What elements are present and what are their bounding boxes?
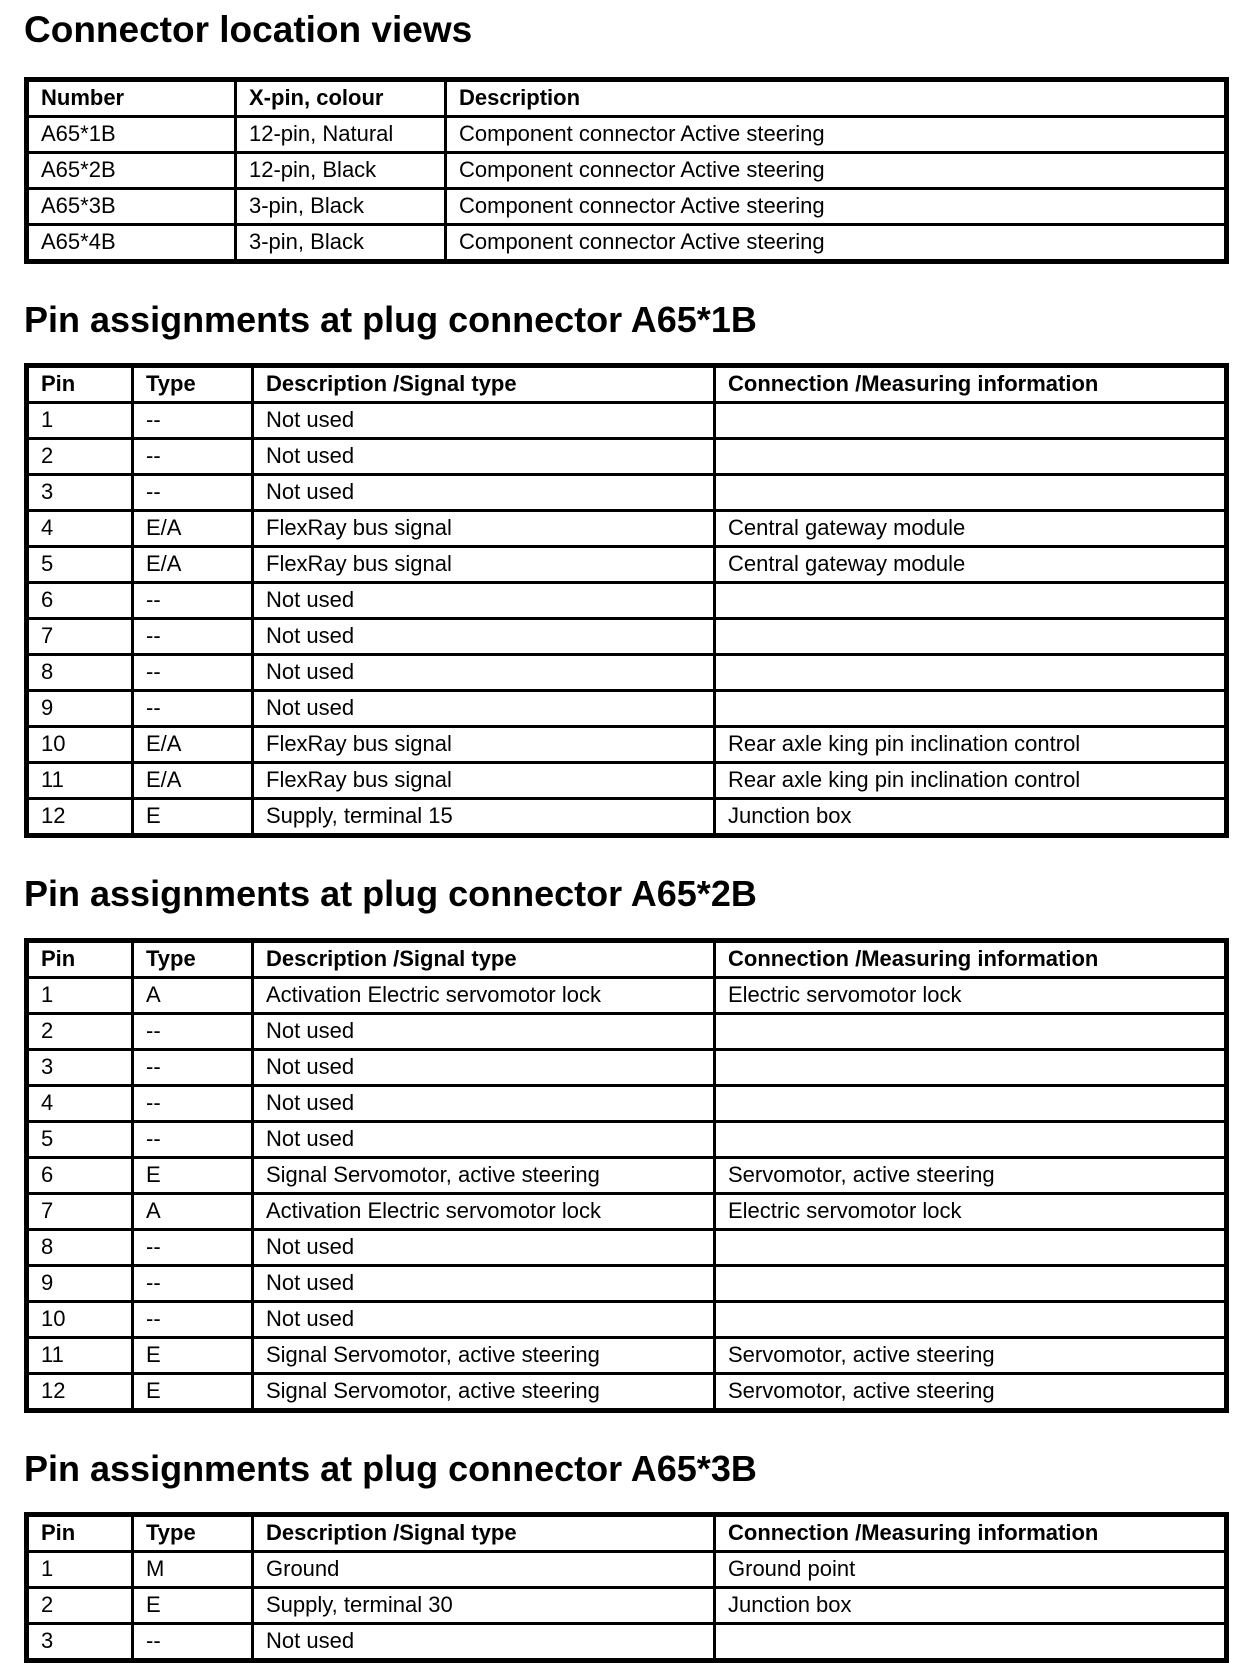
table-cell: E <box>133 1373 253 1410</box>
table-cell: Not used <box>253 583 715 619</box>
table-cell: -- <box>133 1013 253 1049</box>
table-cell: 3 <box>27 1624 133 1661</box>
table-cell: 1 <box>27 1552 133 1588</box>
table-cell: 12 <box>27 799 133 836</box>
table-row <box>27 1337 1227 1373</box>
table-cell: FlexRay bus signal <box>253 547 715 583</box>
table-cell <box>715 1049 1227 1085</box>
table-row <box>27 1193 1227 1229</box>
column-header: Pin <box>27 1515 133 1552</box>
table-row <box>27 1624 1227 1661</box>
table-cell: 11 <box>27 763 133 799</box>
table-row <box>27 188 1227 224</box>
table-cell <box>715 1265 1227 1301</box>
table-cell: -- <box>133 439 253 475</box>
table-cell: E/A <box>133 547 253 583</box>
table-cell: 6 <box>27 583 133 619</box>
table-cell: 4 <box>27 511 133 547</box>
table-cell: Not used <box>253 1624 715 1661</box>
table-cell: -- <box>133 1265 253 1301</box>
table-header-row <box>27 366 1227 403</box>
table-cell: E <box>133 1588 253 1624</box>
table-row <box>27 619 1227 655</box>
table-cell: Not used <box>253 619 715 655</box>
table-cell: 3 <box>27 475 133 511</box>
table-row <box>27 1049 1227 1085</box>
table-cell: 1 <box>27 977 133 1013</box>
section-heading-a65-2b: Pin assignments at plug connector A65*2B <box>24 873 757 915</box>
column-header: Pin <box>27 366 133 403</box>
table-cell <box>715 1624 1227 1661</box>
table-cell: 1 <box>27 403 133 439</box>
table-cell: 10 <box>27 1301 133 1337</box>
table-cell: 2 <box>27 1013 133 1049</box>
table-cell <box>715 475 1227 511</box>
table-cell: Central gateway module <box>715 511 1227 547</box>
table-cell: 8 <box>27 655 133 691</box>
table-cell <box>715 403 1227 439</box>
table-cell: Component connector Active steering <box>446 116 1227 152</box>
table-cell: A <box>133 977 253 1013</box>
table-cell: 9 <box>27 1265 133 1301</box>
table-cell: 3 <box>27 1049 133 1085</box>
table-row <box>27 116 1227 152</box>
table-cell: Not used <box>253 1013 715 1049</box>
table-row <box>27 511 1227 547</box>
table-cell: A65*3B <box>27 188 236 224</box>
table-row <box>27 691 1227 727</box>
table-cell: 5 <box>27 547 133 583</box>
table-cell: E <box>133 1337 253 1373</box>
table-cell: -- <box>133 1085 253 1121</box>
table-cell: Electric servomotor lock <box>715 977 1227 1013</box>
table-cell: E/A <box>133 763 253 799</box>
table-cell: -- <box>133 1301 253 1337</box>
table-cell: Not used <box>253 1121 715 1157</box>
table-cell: 12-pin, Natural <box>236 116 446 152</box>
table-cell: 2 <box>27 439 133 475</box>
table-row <box>27 1373 1227 1410</box>
table-cell: 12 <box>27 1373 133 1410</box>
column-header: X-pin, colour <box>236 79 446 116</box>
table-cell: Supply, terminal 15 <box>253 799 715 836</box>
table-cell: Not used <box>253 439 715 475</box>
table-cell: Component connector Active steering <box>446 224 1227 261</box>
table-cell: Not used <box>253 1085 715 1121</box>
table-cell: Signal Servomotor, active steering <box>253 1337 715 1373</box>
pin-assignment-table-a65-1b <box>24 363 1229 838</box>
table-cell <box>715 1229 1227 1265</box>
table-cell: Not used <box>253 403 715 439</box>
table-cell: A65*1B <box>27 116 236 152</box>
table-header-row <box>27 1515 1227 1552</box>
table-cell: Electric servomotor lock <box>715 1193 1227 1229</box>
table-header-row <box>27 79 1227 116</box>
table-cell: Activation Electric servomotor lock <box>253 1193 715 1229</box>
table-cell: 11 <box>27 1337 133 1373</box>
table-cell: Activation Electric servomotor lock <box>253 977 715 1013</box>
table-cell: Component connector Active steering <box>446 152 1227 188</box>
column-header: Connection /Measuring information <box>715 1515 1227 1552</box>
column-header: Number <box>27 79 236 116</box>
column-header: Type <box>133 366 253 403</box>
table-cell: 12-pin, Black <box>236 152 446 188</box>
table-cell: Component connector Active steering <box>446 188 1227 224</box>
table-row <box>27 152 1227 188</box>
table-row <box>27 1121 1227 1157</box>
column-header: Description /Signal type <box>253 940 715 977</box>
table-cell: -- <box>133 475 253 511</box>
table-row <box>27 977 1227 1013</box>
table-cell: Not used <box>253 1229 715 1265</box>
pin-assignment-table-a65-2b <box>24 938 1229 1413</box>
table-cell: -- <box>133 403 253 439</box>
table-cell: FlexRay bus signal <box>253 763 715 799</box>
table-cell: E/A <box>133 727 253 763</box>
table-row <box>27 655 1227 691</box>
table-row <box>27 475 1227 511</box>
table-cell: 9 <box>27 691 133 727</box>
table-cell: Servomotor, active steering <box>715 1157 1227 1193</box>
table-cell: Not used <box>253 1265 715 1301</box>
table-row <box>27 727 1227 763</box>
table-cell: Signal Servomotor, active steering <box>253 1157 715 1193</box>
table-cell: Junction box <box>715 799 1227 836</box>
table-row <box>27 1229 1227 1265</box>
table-cell: Not used <box>253 475 715 511</box>
column-header: Description /Signal type <box>253 366 715 403</box>
table-cell: 8 <box>27 1229 133 1265</box>
table-row <box>27 763 1227 799</box>
column-header: Description /Signal type <box>253 1515 715 1552</box>
table-row <box>27 799 1227 836</box>
table-row <box>27 224 1227 261</box>
table-row <box>27 547 1227 583</box>
table-cell: -- <box>133 1121 253 1157</box>
table-cell: -- <box>133 1049 253 1085</box>
table-cell: 3-pin, Black <box>236 224 446 261</box>
table-row <box>27 583 1227 619</box>
table-cell: A65*4B <box>27 224 236 261</box>
table-cell: FlexRay bus signal <box>253 727 715 763</box>
table-cell <box>715 1013 1227 1049</box>
section-heading-a65-1b: Pin assignments at plug connector A65*1B <box>24 298 757 340</box>
column-header: Connection /Measuring information <box>715 366 1227 403</box>
table-row <box>27 1157 1227 1193</box>
column-header: Type <box>133 940 253 977</box>
column-header: Description <box>446 79 1227 116</box>
table-row <box>27 1265 1227 1301</box>
table-cell: Central gateway module <box>715 547 1227 583</box>
table-cell: Servomotor, active steering <box>715 1337 1227 1373</box>
table-row <box>27 439 1227 475</box>
table-cell: A65*2B <box>27 152 236 188</box>
table-cell: -- <box>133 655 253 691</box>
table-row <box>27 1588 1227 1624</box>
connector-location-table <box>24 77 1229 264</box>
table-cell: E/A <box>133 511 253 547</box>
table-cell: Not used <box>253 1049 715 1085</box>
page-title: Connector location views <box>24 9 473 50</box>
table-cell: 7 <box>27 1193 133 1229</box>
table-cell: 10 <box>27 727 133 763</box>
table-cell: Ground point <box>715 1552 1227 1588</box>
table-cell: FlexRay bus signal <box>253 511 715 547</box>
table-cell: E <box>133 1157 253 1193</box>
table-cell: 6 <box>27 1157 133 1193</box>
table-cell <box>715 1121 1227 1157</box>
column-header: Pin <box>27 940 133 977</box>
table-row <box>27 1301 1227 1337</box>
table-cell: M <box>133 1552 253 1588</box>
table-cell: Servomotor, active steering <box>715 1373 1227 1410</box>
table-cell <box>715 1085 1227 1121</box>
table-cell: Not used <box>253 691 715 727</box>
table-cell: Not used <box>253 655 715 691</box>
table-cell: E <box>133 799 253 836</box>
table-cell: -- <box>133 1229 253 1265</box>
table-cell: Supply, terminal 30 <box>253 1588 715 1624</box>
table-cell <box>715 691 1227 727</box>
table-cell: -- <box>133 1624 253 1661</box>
table-header-row <box>27 940 1227 977</box>
table-cell: 4 <box>27 1085 133 1121</box>
table-row <box>27 403 1227 439</box>
table-cell: Rear axle king pin inclination control <box>715 727 1227 763</box>
table-cell <box>715 439 1227 475</box>
table-cell: Junction box <box>715 1588 1227 1624</box>
table-cell <box>715 1301 1227 1337</box>
table-cell: Rear axle king pin inclination control <box>715 763 1227 799</box>
table-row <box>27 1013 1227 1049</box>
section-heading-a65-3b: Pin assignments at plug connector A65*3B <box>24 1447 757 1489</box>
table-cell <box>715 655 1227 691</box>
table-cell: 2 <box>27 1588 133 1624</box>
table-cell <box>715 583 1227 619</box>
table-cell: A <box>133 1193 253 1229</box>
table-cell: 3-pin, Black <box>236 188 446 224</box>
table-cell: -- <box>133 583 253 619</box>
table-cell <box>715 619 1227 655</box>
table-cell: Signal Servomotor, active steering <box>253 1373 715 1410</box>
table-cell: Not used <box>253 1301 715 1337</box>
table-cell: 5 <box>27 1121 133 1157</box>
pin-assignment-table-a65-3b <box>24 1512 1229 1663</box>
table-cell: 7 <box>27 619 133 655</box>
column-header: Connection /Measuring information <box>715 940 1227 977</box>
table-row <box>27 1085 1227 1121</box>
column-header: Type <box>133 1515 253 1552</box>
table-cell: Ground <box>253 1552 715 1588</box>
table-row <box>27 1552 1227 1588</box>
table-cell: -- <box>133 691 253 727</box>
table-cell: -- <box>133 619 253 655</box>
